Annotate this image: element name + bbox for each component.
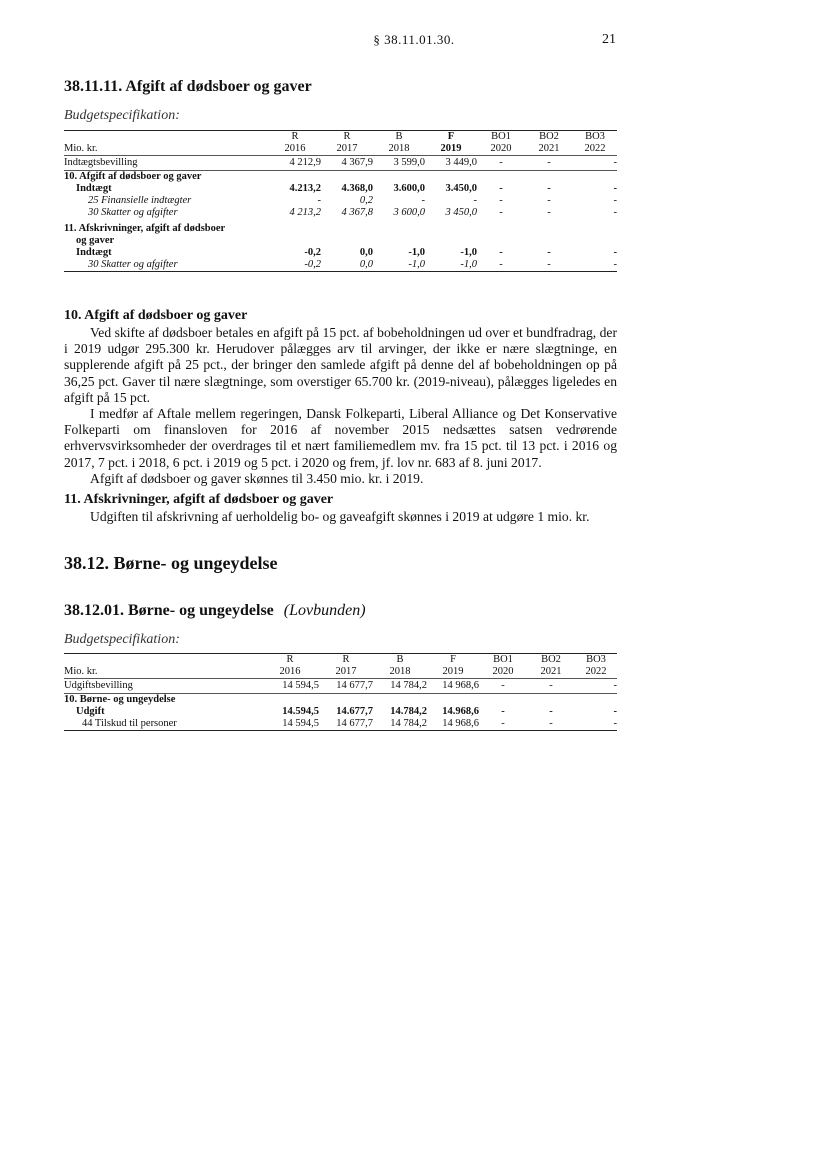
cell: 14 968,6 <box>442 718 479 729</box>
cell: - <box>547 259 551 270</box>
cell: 14 677,7 <box>336 718 373 729</box>
paragraph: I medfør af Aftale mellem regeringen, Dansk Folkeparti, Liberal Alliance og Det Konservative Folkeparti om finansloven for 2016 af november 2015 nedsættes satsen vedrørende erhvervsvirksomheder der overdrages til et nært familiemedlem mv. fra 15 pct. til 13 pct. i 2016 og 2017, 7 pct. i 2018, 6 pct. i 2019 og 5 pct. i 2020 og frem, jf. lov nr. 683 af 8. juni 2017. <box>64 406 617 470</box>
cell: -1,0 <box>460 259 477 270</box>
col-year: 2020 <box>490 143 512 154</box>
cell: - <box>547 207 551 218</box>
col-year: 2017 <box>336 143 358 154</box>
cell: -1,0 <box>408 259 425 270</box>
cell: -0,2 <box>304 247 321 258</box>
cell: - <box>547 183 551 194</box>
cell: 14.594,5 <box>282 706 319 717</box>
cell: - <box>547 195 551 206</box>
row-label: Udgiftsbevilling <box>64 680 133 691</box>
row-label: 10. Børne- og ungeydelse <box>64 694 176 705</box>
cell: 4 212,9 <box>289 157 321 168</box>
budget-table-1 <box>64 130 617 272</box>
table-row <box>64 679 617 694</box>
col-letter: BO2 <box>539 131 559 142</box>
row-label: Indtægt <box>76 183 112 194</box>
col-year: 2019 <box>440 143 462 154</box>
cell: - <box>613 157 617 168</box>
cell: 14.784,2 <box>390 706 427 717</box>
section-title: 38.11.11. Afgift af dødsboer og gaver <box>64 78 312 95</box>
cell: - <box>613 680 617 691</box>
col-year: 2021 <box>538 143 560 154</box>
cell: 0,0 <box>359 259 373 270</box>
body-text <box>64 509 617 525</box>
table-row <box>64 207 617 219</box>
cell: - <box>549 718 553 729</box>
table-row <box>64 183 617 195</box>
cell: - <box>549 680 553 691</box>
row-label: 30 Skatter og afgifter <box>88 259 178 270</box>
col-year: 2022 <box>585 666 607 677</box>
table-row <box>64 694 617 707</box>
table-row <box>64 171 617 184</box>
cell: 4 367,8 <box>341 207 373 218</box>
cell: - <box>501 706 505 717</box>
cell: 14 594,5 <box>282 680 319 691</box>
cell: - <box>499 157 503 168</box>
cell: - <box>499 247 503 258</box>
table-row <box>64 706 617 718</box>
cell: 3 599,0 <box>393 157 425 168</box>
col-letter: BO2 <box>541 654 561 665</box>
col-year: 2016 <box>279 666 301 677</box>
cell: - <box>613 259 617 270</box>
row-label: 44 Tilskud til personer <box>82 718 177 729</box>
subsection-title-text: 38.12.01. Børne- og ungeydelse <box>64 602 274 619</box>
cell: 0,0 <box>359 247 373 258</box>
cell: - <box>499 207 503 218</box>
table-row <box>64 718 617 731</box>
cell: - <box>499 259 503 270</box>
cell: 3.600,0 <box>393 183 425 194</box>
table-header-row <box>64 143 617 156</box>
cell: - <box>547 157 551 168</box>
col-letter: BO3 <box>585 131 605 142</box>
row-label: Indtægtsbevilling <box>64 157 138 168</box>
paragraph: Ved skifte af dødsboer betales en afgift på 15 pct. af bobeholdningen ud over et bundfradrag, der i 2019 udgør 295.300 kr. Herudover pålægges arv til arvinger, der ikke er nære slægtninge, en supplerende afgift på 25 pct., der bringer den samlede afgift på denne del af bobeholdningen op på 36,25 pct. Gaver til nære slægtninge, som overstiger 65.700 kr. (2019-niveau), pålægges ligeledes en afgift på 15 pct. <box>64 325 617 405</box>
cell: - <box>613 183 617 194</box>
col-letter: R <box>286 654 294 665</box>
cell: 14 968,6 <box>442 680 479 691</box>
col-year: 2017 <box>335 666 357 677</box>
cell: 14 784,2 <box>390 680 427 691</box>
cell: 4 367,9 <box>341 157 373 168</box>
table-row <box>64 247 617 259</box>
row-label: 25 Finansielle indtægter <box>88 195 192 206</box>
subsection-title <box>64 602 366 620</box>
cell: - <box>613 718 617 729</box>
running-header: § 38.11.01.30. <box>373 32 455 47</box>
cell: -0,2 <box>304 259 321 270</box>
col-year: 2018 <box>388 143 410 154</box>
budget-spec-label: Budgetspecifikation: <box>64 632 180 647</box>
col-letter: R <box>342 654 350 665</box>
row-label: Indtægt <box>76 247 112 258</box>
table-header-row <box>64 666 617 679</box>
col-letter: BO1 <box>491 131 511 142</box>
cell: 0,2 <box>359 195 373 206</box>
body-text <box>64 325 617 487</box>
budget-spec-label: Budgetspecifikation: <box>64 108 180 123</box>
col-year: 2016 <box>284 143 306 154</box>
cell: - <box>549 706 553 717</box>
cell: 3 450,0 <box>445 207 477 218</box>
cell: - <box>501 680 505 691</box>
col-letter: B <box>396 654 404 665</box>
row-label: 30 Skatter og afgifter <box>88 207 178 218</box>
page-number: 21 <box>602 32 616 47</box>
cell: 14.968,6 <box>442 706 479 717</box>
col-letter: F <box>447 131 455 142</box>
cell: 14 784,2 <box>390 718 427 729</box>
unit-label: Mio. kr. <box>64 143 98 154</box>
table-row <box>64 219 617 235</box>
table-row <box>64 259 617 272</box>
cell: 3 600,0 <box>393 207 425 218</box>
row-label: 10. Afgift af dødsboer og gaver <box>64 171 202 182</box>
col-year: 2018 <box>389 666 411 677</box>
cell: - <box>499 195 503 206</box>
cell: - <box>501 718 505 729</box>
col-letter: BO1 <box>493 654 513 665</box>
section-title: 38.12. Børne- og ungeydelse <box>64 553 278 573</box>
col-year: 2019 <box>442 666 464 677</box>
cell: 3 449,0 <box>445 157 477 168</box>
cell: -1,0 <box>408 247 425 258</box>
subsection-heading: 10. Afgift af dødsboer og gaver <box>64 308 248 323</box>
cell: - <box>547 247 551 258</box>
row-label: Udgift <box>76 706 105 717</box>
cell: 14.677,7 <box>336 706 373 717</box>
paragraph: Udgiften til afskrivning af uerholdelig bo- og gaveafgift skønnes i 2019 at udgøre 1 mio. kr. <box>90 509 590 524</box>
cell: - <box>473 195 477 206</box>
row-label: 11. Afskrivninger, afgift af dødsboer <box>64 223 226 234</box>
col-letter: F <box>450 654 456 665</box>
col-year: 2021 <box>540 666 562 677</box>
col-letter: B <box>395 131 403 142</box>
cell: - <box>421 195 425 206</box>
row-label: og gaver <box>76 235 115 246</box>
col-year: 2020 <box>492 666 514 677</box>
cell: - <box>613 207 617 218</box>
cell: - <box>613 195 617 206</box>
subsection-title-note: (Lovbunden) <box>283 602 366 619</box>
table-row <box>64 235 617 247</box>
cell: 4.213,2 <box>289 183 321 194</box>
cell: 14 594,5 <box>282 718 319 729</box>
unit-label: Mio. kr. <box>64 666 98 677</box>
cell: 14 677,7 <box>336 680 373 691</box>
budget-table-2 <box>64 653 617 731</box>
table-row <box>64 156 617 171</box>
col-letter: R <box>343 131 351 142</box>
table-row <box>64 195 617 207</box>
col-letter: BO3 <box>586 654 606 665</box>
cell: - <box>613 247 617 258</box>
cell: - <box>613 706 617 717</box>
cell: - <box>317 195 321 206</box>
cell: 3.450,0 <box>445 183 477 194</box>
table-header-row <box>64 131 617 144</box>
table-header-row <box>64 654 617 667</box>
subsection-heading: 11. Afskrivninger, afgift af dødsboer og gaver <box>64 492 334 507</box>
col-letter: R <box>291 131 299 142</box>
cell: 4 213,2 <box>289 207 321 218</box>
cell: - <box>499 183 503 194</box>
paragraph: Afgift af dødsboer og gaver skønnes til 3.450 mio. kr. i 2019. <box>90 470 424 486</box>
cell: -1,0 <box>460 247 477 258</box>
cell: 4.368,0 <box>341 183 373 194</box>
col-year: 2022 <box>584 143 606 154</box>
